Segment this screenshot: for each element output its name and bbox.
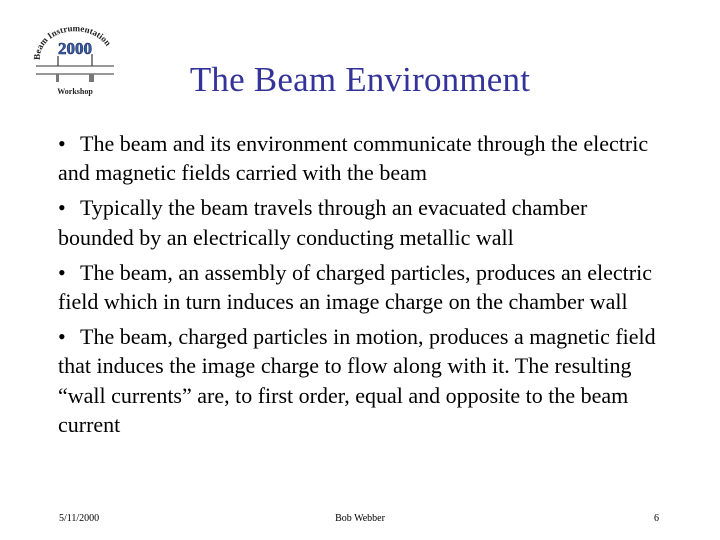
beam-instrumentation-logo-icon — [30, 26, 120, 98]
bullet-text: The beam, charged particles in motion, produces a magnetic field that induces the image charge to flow along with it. The resulting “wall currents” are, to first order, equal and opposite to the beam current — [58, 324, 656, 437]
bullet-text: The beam, an assembly of charged particles, produces an electric field which in turn induces an image charge on the chamber wall — [58, 259, 652, 315]
bullet-list — [58, 129, 668, 445]
logo-year: 2000 — [58, 39, 92, 58]
bullet-item — [58, 322, 668, 439]
workshop-logo — [30, 26, 120, 98]
bullet-item — [58, 193, 668, 251]
footer-page-number: 6 — [654, 513, 659, 524]
bullet-icon: • — [58, 131, 66, 156]
bullet-icon: • — [58, 324, 66, 350]
slide-title: The Beam Environment — [189, 60, 531, 99]
footer-date: 5/11/2000 — [59, 513, 100, 524]
footer-author: Bob Webber — [335, 513, 385, 524]
bullet-text: The beam and its environment communicate through the electric and magnetic fields carried with the beam — [58, 131, 649, 186]
bullet-item — [58, 258, 668, 316]
bullet-item — [58, 129, 668, 187]
logo-subtitle: Workshop — [57, 87, 93, 96]
bullet-icon: • — [58, 259, 66, 285]
bullet-text: Typically the beam travels through an evacuated chamber bounded by an electrically conducting metallic wall — [58, 195, 588, 250]
bullet-icon: • — [58, 195, 66, 221]
logo-arc-text: Beam Instrumentation — [31, 26, 114, 61]
